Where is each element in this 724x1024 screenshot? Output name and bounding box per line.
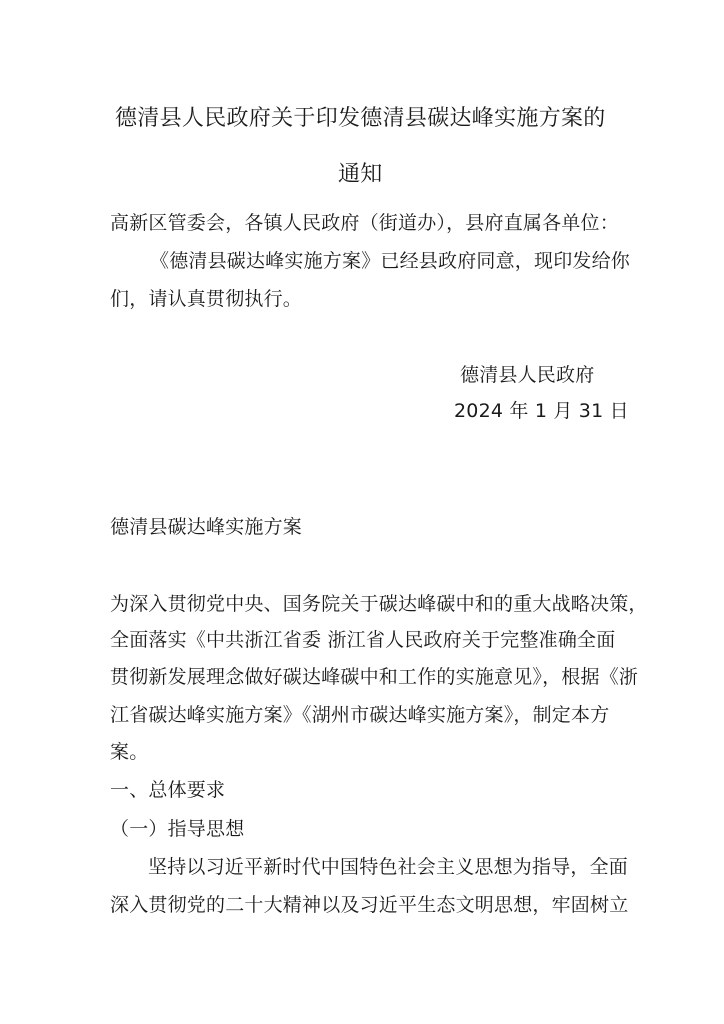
notice-title-line-1: 德清县人民政府关于印发德清县碳达峰实施方案的 bbox=[115, 106, 606, 131]
guiding-line: 坚持以习近平新时代中国特色社会主义思想为指导，全面 bbox=[148, 856, 629, 878]
plan-intro-line: 案。 bbox=[110, 741, 149, 763]
notice-date: 2024 年 1 月 31 日 bbox=[454, 400, 629, 422]
notice-issuer: 德清县人民政府 bbox=[460, 364, 595, 386]
plan-intro-line: 为深入贯彻党中央、国务院关于碳达峰碳中和的重大战略决策， bbox=[110, 593, 648, 615]
plan-intro-line: 江省碳达峰实施方案》《湖州市碳达峰实施方案》，制定本方 bbox=[110, 704, 610, 726]
guiding-line: 深入贯彻党的二十大精神以及习近平生态文明思想，牢固树立 bbox=[110, 894, 629, 916]
section-heading: 一、总体要求 bbox=[110, 779, 226, 801]
notice-body-line-2: 们，请认真贯彻执行。 bbox=[110, 288, 303, 310]
plan-intro-line: 全面落实《中共浙江省委 浙江省人民政府关于完整准确全面 bbox=[110, 629, 616, 651]
subsection-heading: （一）指导思想 bbox=[110, 818, 245, 840]
notice-recipients: 高新区管委会，各镇人民政府（街道办），县府直属各单位： bbox=[110, 212, 619, 234]
plan-title: 德清县碳达峰实施方案 bbox=[110, 516, 303, 538]
plan-intro-line: 贯彻新发展理念做好碳达峰碳中和工作的实施意见》，根据《浙 bbox=[110, 666, 639, 688]
notice-title-line-2: 通知 bbox=[338, 162, 383, 187]
notice-body-line-1: 《德清县碳达峰实施方案》已经县政府同意，现印发给你 bbox=[150, 250, 631, 272]
